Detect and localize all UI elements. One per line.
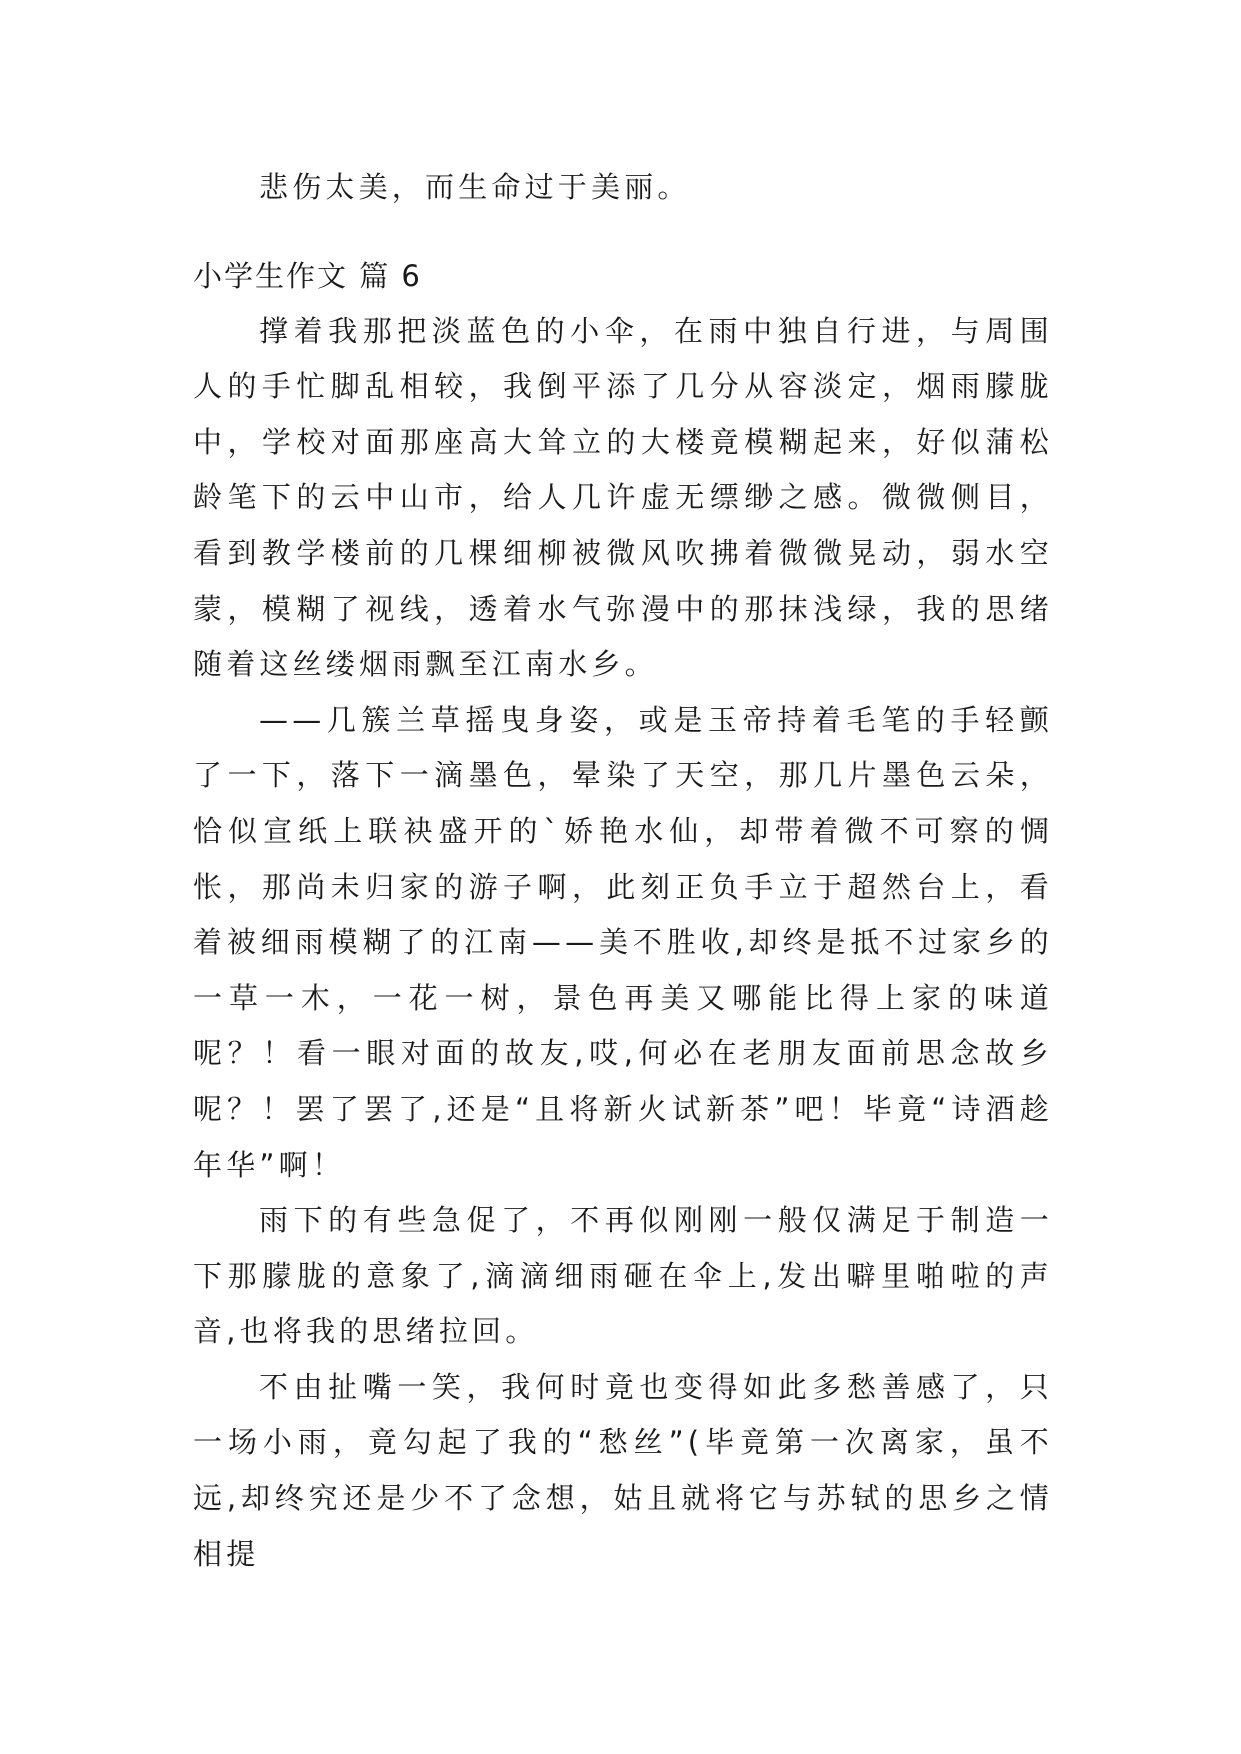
paragraph: 撑着我那把淡蓝色的小伞，在雨中独自行进，与周围人的手忙脚乱相较，我倒平添了几分从容淡定，烟雨朦胧中，学校对面那座高大耸立的大楼竟模糊起来，好似蒲松龄笔下的云中山市，给人几许虚无缥缈之感。微微侧目，看到教学楼前的几棵细柳被微风吹拂着微微晃动，弱水空蒙，模糊了视线，透着水气弥漫中的那抹浅绿，我的思绪随着这丝缕烟雨飘至江南水乡。 — [193, 313, 1053, 682]
paragraph: 雨下的有些急促了，不再似刚刚一般仅满足于制造一下那朦胧的意象了,滴滴细雨砸在伞上,发出噼里啪啦的声音,也将我的思绪拉回。 — [193, 1203, 1053, 1349]
paragraph: ——几簇兰草摇曳身姿，或是玉帝持着毛笔的手轻颤了一下，落下一滴墨色，晕染了天空，那几片墨色云朵，恰似宣纸上联袂盛开的`娇艳水仙，却带着微不可察的惆怅，那尚未归家的游子啊，此刻正负手立于超然台上，看着被细雨模糊了的江南——美不胜收,却终是抵不过家乡的一草一木，一花一树，景色再美又哪能比得上家的味道呢？！看一眼对面的故友,哎,何必在老朋友面前思念故乡呢？！罢了罢了,还是“且将新火试新茶”吧！毕竟“诗酒趁年华”啊！ — [193, 702, 1053, 1182]
intro-paragraph: 悲伤太美，而生命过于美丽。 — [259, 170, 691, 204]
section-heading: 小学生作文 篇 6 — [193, 258, 422, 293]
document-body — [193, 160, 1053, 1582]
paragraph: 不由扯嘴一笑，我何时竟也变得如此多愁善感了，只一场小雨，竟勾起了我的“愁丝”(毕竟第一次离家，虽不远,却终究还是少不了念想，姑且就将它与苏轼的思乡之情相提 — [193, 1369, 1053, 1571]
